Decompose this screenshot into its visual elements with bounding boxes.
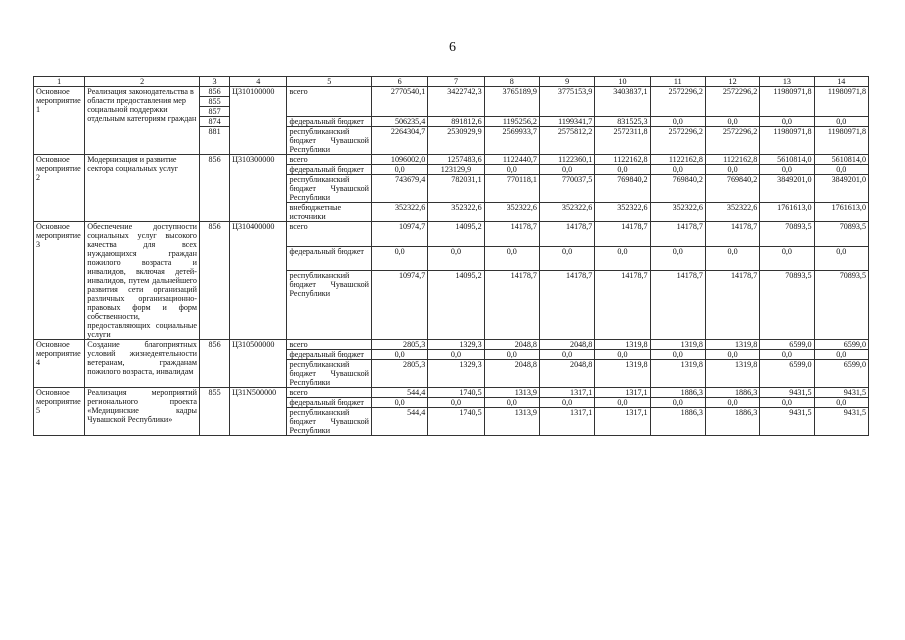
table-cell: 352322,6 [705, 203, 759, 222]
table-cell: внебюджетные источники [287, 203, 372, 222]
table-cell: 14178,7 [650, 222, 705, 247]
header-cell: 9 [539, 77, 594, 87]
table-cell: 0,0 [428, 398, 484, 408]
table-cell: 1317,1 [539, 388, 594, 398]
table-cell: 2572296,2 [650, 127, 705, 155]
header-cell: 12 [705, 77, 759, 87]
table-cell: 6599,0 [814, 360, 868, 388]
table-cell: 0,0 [760, 165, 814, 175]
table-cell: 11980971,8 [760, 87, 814, 117]
table-cell: 14178,7 [595, 271, 650, 340]
header-cell: 14 [814, 77, 868, 87]
table-cell: всего [287, 87, 372, 117]
table-cell: 1761613,0 [814, 203, 868, 222]
table-cell: 769840,2 [705, 175, 759, 203]
table-cell: 1319,8 [595, 340, 650, 350]
table-cell: 70893,5 [760, 271, 814, 340]
table-cell: 881 [199, 127, 229, 155]
table-cell: 6599,0 [760, 360, 814, 388]
table-cell: 14178,7 [484, 222, 539, 247]
table-cell: 1122162,8 [650, 155, 705, 165]
table-cell: 856 [199, 222, 229, 340]
table-cell: 769840,2 [595, 175, 650, 203]
table-cell: 1313,9 [484, 388, 539, 398]
table-cell: 10974,7 [371, 271, 427, 340]
table-cell: 2048,8 [484, 340, 539, 350]
header-cell: 11 [650, 77, 705, 87]
table-cell: 0,0 [484, 165, 539, 175]
table-cell: 0,0 [595, 246, 650, 271]
page-number: 6 [449, 40, 456, 55]
table-cell: 0,0 [814, 165, 868, 175]
table-cell: 11980971,8 [814, 87, 868, 117]
table-row [34, 222, 869, 247]
table-cell: 0,0 [705, 246, 759, 271]
table-cell: 2572296,2 [705, 87, 759, 117]
table-cell: 352322,6 [428, 203, 484, 222]
table-cell: республиканский бюджет Чувашской Республики [287, 408, 372, 436]
table-cell: 1096002,0 [371, 155, 427, 165]
table-cell: 0,0 [760, 350, 814, 360]
table-cell: Реализация законодательства в области предоставления мер социальной поддержки отдельным категориям граждан [85, 87, 200, 155]
table-cell: Основное мероприятие 2 [34, 155, 85, 222]
table-cell: 0,0 [650, 398, 705, 408]
table-cell: республиканский бюджет Чувашской Республики [287, 360, 372, 388]
table-cell: 1317,1 [539, 408, 594, 436]
table-cell: 0,0 [705, 117, 759, 127]
table-cell: 1122440,7 [484, 155, 539, 165]
table-row [34, 87, 869, 97]
table-cell: 14178,7 [484, 271, 539, 340]
table-cell: 0,0 [371, 350, 427, 360]
table-cell: 1313,9 [484, 408, 539, 436]
table-cell: 1886,3 [705, 408, 759, 436]
table-cell: 11980971,8 [814, 127, 868, 155]
table-cell: федеральный бюджет [287, 350, 372, 360]
header-cell: 6 [371, 77, 427, 87]
table-cell: 0,0 [371, 165, 427, 175]
table-cell: Ц310100000 [230, 87, 287, 155]
header-cell: 2 [85, 77, 200, 87]
table-cell: 3422742,3 [428, 87, 484, 117]
table-cell: 769840,2 [650, 175, 705, 203]
table-cell: 6599,0 [760, 340, 814, 350]
table-cell: 1317,1 [595, 408, 650, 436]
table-cell: 0,0 [371, 398, 427, 408]
table-cell: республиканский бюджет Чувашской Республики [287, 175, 372, 203]
table-cell: 2048,8 [539, 360, 594, 388]
table-cell: федеральный бюджет [287, 398, 372, 408]
table-cell: 2569933,7 [484, 127, 539, 155]
header-cell: 4 [230, 77, 287, 87]
table-cell: 2805,3 [371, 360, 427, 388]
table-cell: 770118,1 [484, 175, 539, 203]
table-cell: 2264304,7 [371, 127, 427, 155]
table-cell: 6599,0 [814, 340, 868, 350]
header-cell: 10 [595, 77, 650, 87]
table-cell: всего [287, 155, 372, 165]
table-cell: 1122162,8 [595, 155, 650, 165]
table-cell: 891812,6 [428, 117, 484, 127]
table-cell: 1319,8 [705, 360, 759, 388]
table-cell: 856 [199, 87, 229, 97]
table-cell: 1740,5 [428, 408, 484, 436]
table-cell: 3849201,0 [814, 175, 868, 203]
header-cell: 5 [287, 77, 372, 87]
table-cell: 5610814,0 [760, 155, 814, 165]
table-cell: 782031,1 [428, 175, 484, 203]
table-cell: 1761613,0 [760, 203, 814, 222]
table-cell: 1319,8 [595, 360, 650, 388]
table-cell: федеральный бюджет [287, 246, 372, 271]
table-cell: 0,0 [539, 246, 594, 271]
table-cell: Основное мероприятие 4 [34, 340, 85, 388]
table-cell: 2048,8 [484, 360, 539, 388]
table-cell: 0,0 [595, 165, 650, 175]
table-cell: 2572296,2 [705, 127, 759, 155]
table-cell: 0,0 [371, 246, 427, 271]
table-cell: 856 [199, 340, 229, 388]
table-cell: 1319,8 [650, 360, 705, 388]
table-cell: федеральный бюджет [287, 165, 372, 175]
column-number-header [34, 77, 869, 87]
table-cell: всего [287, 388, 372, 398]
header-cell: 8 [484, 77, 539, 87]
table-cell: 0,0 [484, 398, 539, 408]
table-cell: 1329,3 [428, 360, 484, 388]
table-cell: 855 [199, 97, 229, 107]
table-cell: Ц310400000 [230, 222, 287, 340]
header-cell: 1 [34, 77, 85, 87]
table-cell: 0,0 [595, 398, 650, 408]
table-cell: 0,0 [650, 165, 705, 175]
table-cell: 1122360,1 [539, 155, 594, 165]
table-cell: 0,0 [650, 117, 705, 127]
header-cell: 13 [760, 77, 814, 87]
table-cell: 352322,6 [484, 203, 539, 222]
table-cell: 14095,2 [428, 222, 484, 247]
table-cell: 11980971,8 [760, 127, 814, 155]
table-cell: 0,0 [705, 350, 759, 360]
table-cell: 1317,1 [595, 388, 650, 398]
table-cell: республиканский бюджет Чувашской Республики [287, 127, 372, 155]
table-cell: 0,0 [595, 350, 650, 360]
table-cell: 2770540,1 [371, 87, 427, 117]
table-cell: 3403837,1 [595, 87, 650, 117]
table-body [34, 77, 869, 436]
table-cell: 1195256,2 [484, 117, 539, 127]
table-cell: 14178,7 [650, 271, 705, 340]
table-cell: 2805,3 [371, 340, 427, 350]
table-row [34, 155, 869, 165]
header-cell: 7 [428, 77, 484, 87]
table-cell: 874 [199, 117, 229, 127]
table-cell: 14095,2 [428, 271, 484, 340]
table-cell: 0,0 [760, 117, 814, 127]
table-cell: 70893,5 [814, 271, 868, 340]
table-cell: 0,0 [539, 398, 594, 408]
header-cell: 3 [199, 77, 229, 87]
table-cell: 855 [199, 388, 229, 436]
table-cell: Создание благоприятных условий жизнедеятельности ветеранам, гражданам пожилого возраста, инвалидам [85, 340, 200, 388]
table-cell: 0,0 [539, 165, 594, 175]
table-cell: 0,0 [760, 246, 814, 271]
table-cell: 0,0 [650, 246, 705, 271]
table-cell: 123129,9 [428, 165, 484, 175]
table-cell: 2572296,2 [650, 87, 705, 117]
table-cell: 857 [199, 107, 229, 117]
table-cell: Реализация мероприятий регионального проекта «Медицинские кадры Чувашской Республики» [85, 388, 200, 436]
table-cell: федеральный бюджет [287, 117, 372, 127]
table-cell: всего [287, 340, 372, 350]
table-cell: 9431,5 [814, 388, 868, 398]
table-cell: 1886,3 [650, 408, 705, 436]
table-row [34, 388, 869, 398]
table-cell: 3775153,9 [539, 87, 594, 117]
table-cell: 1329,3 [428, 340, 484, 350]
table-cell: 9431,5 [760, 408, 814, 436]
table-cell: 856 [199, 155, 229, 222]
table-cell: 10974,7 [371, 222, 427, 247]
table-cell: 0,0 [814, 350, 868, 360]
table-cell: 70893,5 [760, 222, 814, 247]
table-cell: 14178,7 [705, 271, 759, 340]
table-cell: 5610814,0 [814, 155, 868, 165]
table-cell: Ц310500000 [230, 340, 287, 388]
table-cell: 1886,3 [705, 388, 759, 398]
table-cell: 2530929,9 [428, 127, 484, 155]
table-cell: 352322,6 [371, 203, 427, 222]
table-cell: Основное мероприятие 5 [34, 388, 85, 436]
table-cell: 352322,6 [595, 203, 650, 222]
table-row [34, 340, 869, 350]
table-cell: 0,0 [484, 246, 539, 271]
table-cell: 0,0 [484, 350, 539, 360]
table-cell: 3849201,0 [760, 175, 814, 203]
table-cell: 0,0 [814, 398, 868, 408]
table-cell: 0,0 [428, 350, 484, 360]
table-cell: 0,0 [428, 246, 484, 271]
table-cell: 0,0 [705, 398, 759, 408]
table-cell: 352322,6 [539, 203, 594, 222]
table-cell: 770037,5 [539, 175, 594, 203]
table-cell: 1319,8 [650, 340, 705, 350]
table-cell: 544,4 [371, 408, 427, 436]
table-cell: 2575812,2 [539, 127, 594, 155]
table-cell: 0,0 [814, 246, 868, 271]
table-cell: 2572311,8 [595, 127, 650, 155]
table-cell: 1740,5 [428, 388, 484, 398]
table-cell: Ц31N500000 [230, 388, 287, 436]
table-cell: 1199341,7 [539, 117, 594, 127]
table-cell: 506235,4 [371, 117, 427, 127]
table-cell: 14178,7 [595, 222, 650, 247]
table-cell: 544,4 [371, 388, 427, 398]
table-cell: 2048,8 [539, 340, 594, 350]
table-cell: 14178,7 [705, 222, 759, 247]
table-cell: 9431,5 [814, 408, 868, 436]
table-cell: 3765189,9 [484, 87, 539, 117]
table-cell: 0,0 [650, 350, 705, 360]
table-cell: 831525,3 [595, 117, 650, 127]
table-cell: 70893,5 [814, 222, 868, 247]
table-cell: 1319,8 [705, 340, 759, 350]
table-cell: республиканский бюджет Чувашской Республики [287, 271, 372, 340]
table-cell: 1257483,6 [428, 155, 484, 165]
table-cell: 0,0 [760, 398, 814, 408]
table-cell: Обеспечение доступности социальных услуг высокого качества для всех нуждающихся граждан пожилого возраста и инвалидов, включая детей-инвалидов, путем дальнейшего развития сети организаций различных организационно-правовых форм и форм собственности, предоставляющих социальные услуги [85, 222, 200, 340]
financing-table [33, 76, 869, 436]
table-cell: 0,0 [539, 350, 594, 360]
table-cell: 1886,3 [650, 388, 705, 398]
table-cell: Модернизация и развитие сектора социальных услуг [85, 155, 200, 222]
table-cell: 1122162,8 [705, 155, 759, 165]
table-cell: Основное мероприятие 1 [34, 87, 85, 155]
table-cell: 0,0 [705, 165, 759, 175]
table-cell: 743679,4 [371, 175, 427, 203]
table-cell: 352322,6 [650, 203, 705, 222]
table-cell: всего [287, 222, 372, 247]
table-cell: 9431,5 [760, 388, 814, 398]
table-cell: 0,0 [814, 117, 868, 127]
table-cell: 14178,7 [539, 271, 594, 340]
table-cell: Ц310300000 [230, 155, 287, 222]
table-cell: Основное мероприятие 3 [34, 222, 85, 340]
table-cell: 14178,7 [539, 222, 594, 247]
